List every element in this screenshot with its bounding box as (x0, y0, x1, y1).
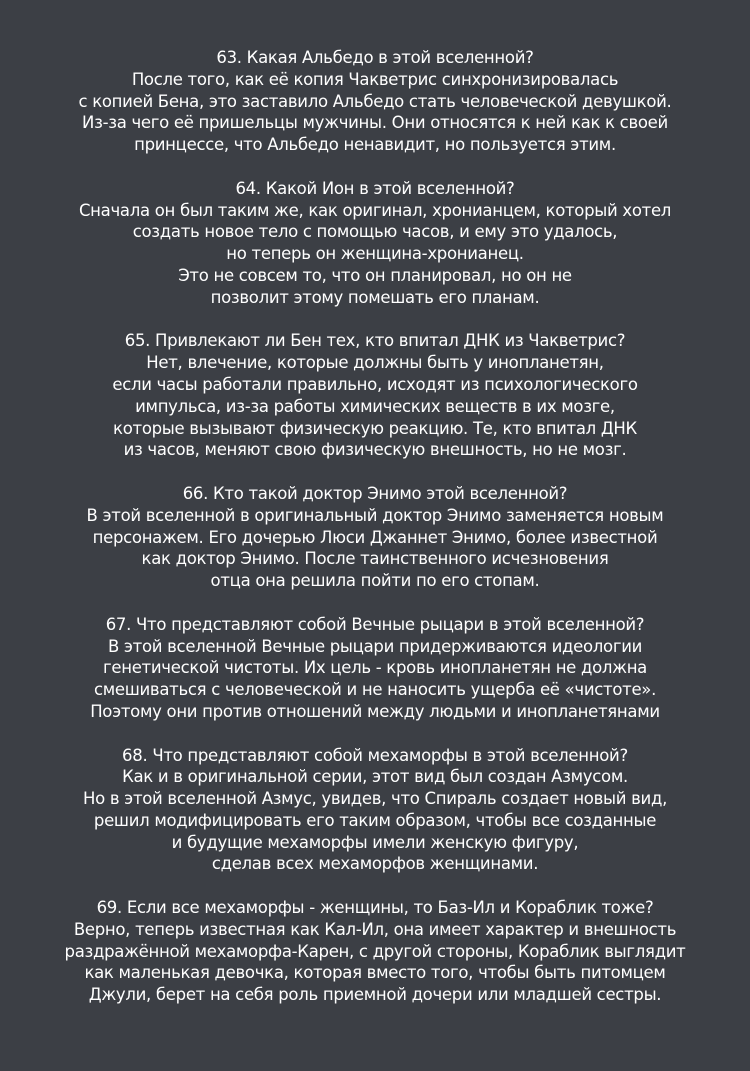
answer-line: В этой вселенной в оригинальный доктор Энимо заменяется новым (86, 505, 664, 525)
answer-line: персонажем. Его дочерью Люси Джаннет Энимо, более известной (92, 527, 658, 547)
question-69: 69. Если все мехаморфы - женщины, то Баз-Ил и Кораблик тоже? (96, 898, 654, 918)
faq-item-67 (0, 614, 750, 723)
question-63: 63. Какая Альбедо в этой вселенной? (216, 48, 534, 67)
answer-line: и будущие мехаморфы имели женскую фигуру, (171, 832, 579, 852)
answer-line: Джули, берет на себя роль приемной дочери или младшей сестры. (88, 985, 662, 1005)
answer-line: из часов, меняют свою физическую внешность, но не мозг. (123, 440, 627, 460)
answer-line: создать новое тело с помощью часов, и ему это удалось, (132, 222, 618, 242)
faq-item-68 (0, 745, 750, 876)
answer-line: Из-за чего её пришельцы мужчины. Они относятся к ней как к своей (82, 113, 668, 133)
answer-line: Сначала он был таким же, как оригинал, хронианцем, который хотел (78, 200, 672, 220)
question-64: 64. Какой Ион в этой вселенной? (235, 178, 515, 198)
answer-line: которые вызывают физическую реакцию. Те, кто впитал ДНК (113, 418, 637, 438)
answer-line: Верно, теперь известная как Кал-Ил, она имеет характер и внешность (73, 919, 677, 939)
faq-item-66 (0, 483, 750, 592)
answer-line: раздражённой мехаморфа-Карен, с другой стороны, Кораблик выглядит (64, 941, 686, 961)
answer-line: как доктор Энимо. После таинственного исчезновения (141, 549, 609, 569)
answer-line: В этой вселенной Вечные рыцари придерживаются идеологии (107, 636, 643, 656)
answer-line: как маленькая девочка, которая вместо того, чтобы быть питомцем (84, 963, 666, 983)
answer-line: если часы работали правильно, исходят из психологического (112, 374, 638, 394)
answer-line: с копией Бена, это заставило Альбедо стать человеческой девушкой. (78, 91, 672, 111)
answer-line: позволит этому помешать его планам. (210, 287, 540, 307)
answer-line: генетической чистоты. Их цель - кровь инопланетян не должна (102, 658, 647, 678)
answer-line: После того, как её копия Чакветрис синхронизировалась (131, 69, 619, 89)
faq-item-65 (0, 330, 750, 461)
answer-line: импульса, из-за работы химических веществ в их мозге, (135, 396, 615, 416)
faq-item-69 (0, 897, 750, 1006)
faq-item-64 (0, 178, 750, 309)
faq-item-63 (0, 47, 750, 156)
answer-line: отца она решила пойти по его стопам. (210, 571, 540, 591)
answer-line: Поэтому они против отношений между людьми и инопланетянами (90, 701, 660, 721)
answer-line: но теперь он женщина-хронианец. (226, 244, 524, 264)
answer-line: Нет, влечение, которые должны быть у инопланетян, (146, 353, 604, 373)
answer-line: Как и в оригинальной серии, этот вид был создан Азмусом. (122, 767, 628, 787)
question-66: 66. Кто такой доктор Энимо этой вселенной? (182, 483, 568, 503)
answer-line: Но в этой вселенной Азмус, увидев, что Спираль создает новый вид, (82, 789, 668, 809)
answer-line: решил модифицировать его таким образом, чтобы все созданные (93, 810, 657, 830)
question-67: 67. Что представляют собой Вечные рыцари в этой вселенной? (105, 614, 645, 634)
answer-line: смешиваться с человеческой и не наносить ущерба её «чистоте». (93, 680, 657, 700)
answer-line: Это не совсем то, что он планировал, но он не (178, 265, 572, 285)
question-65: 65. Привлекают ли Бен тех, кто впитал ДНК из Чакветрис? (124, 331, 626, 351)
question-68: 68. Что представляют собой мехаморфы в этой вселенной? (122, 745, 628, 765)
answer-line: сделав всех мехаморфов женщинами. (211, 854, 539, 874)
answer-line: принцессе, что Альбедо ненавидит, но пользуется этим. (134, 135, 616, 155)
